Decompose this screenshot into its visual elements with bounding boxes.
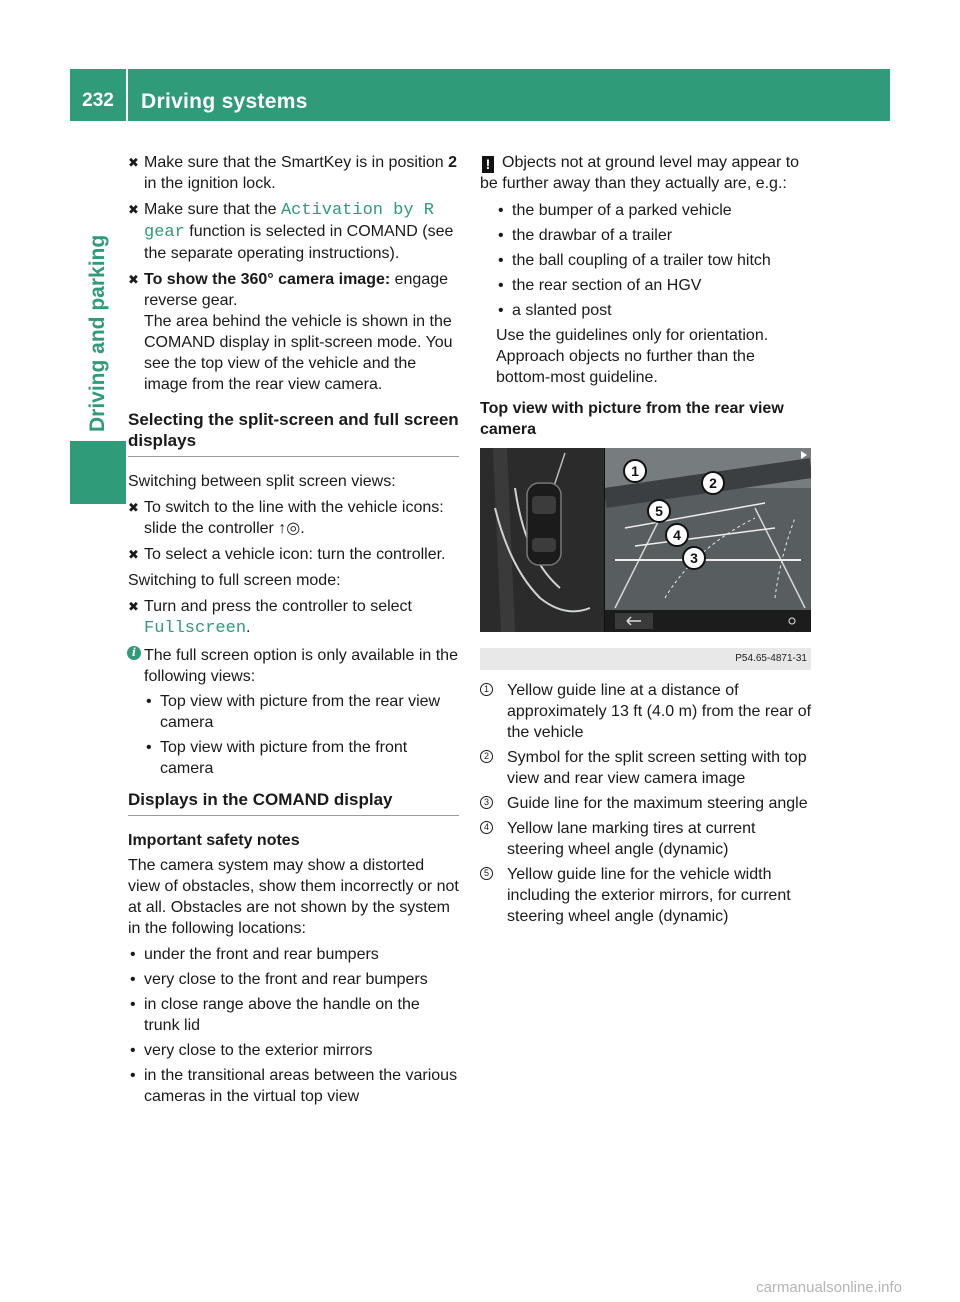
- step-arrow-icon: ✖: [128, 272, 139, 287]
- list-item: • Top view with picture from the front camera: [146, 739, 408, 777]
- side-tab-label-wrap: [86, 234, 109, 432]
- switch-intro: Switching between split screen views:: [128, 473, 396, 490]
- top-view-pane: [480, 448, 604, 632]
- list-item: • in close range above the handle on the trunk lid: [130, 996, 420, 1034]
- settings-icon: [789, 618, 795, 624]
- callout-2: 2: [701, 471, 725, 495]
- left-column: [128, 152, 459, 1111]
- legend-item: 1 Yellow guide line at a distance of approximately 13 ft (4.0 m) from the rear of the vehicle: [480, 680, 812, 743]
- menu-option-fullscreen: Fullscreen: [144, 619, 247, 638]
- legend-item: 5 Yellow guide line for the vehicle width including the exterior mirrors, for current steering wheel angle (dynamic): [480, 864, 812, 927]
- guideline-text: Use the guidelines only for orientation. Approach objects no further than the bottom-most guideline.: [496, 327, 769, 386]
- warning-note: ! Objects not at ground level may appear to be further away than they actually are, e.g.:: [480, 154, 800, 192]
- camera-toolbar: [605, 610, 811, 632]
- callout-3: 3: [682, 546, 706, 570]
- step-arrow-icon: ✖: [128, 155, 139, 170]
- list-item: • the ball coupling of a trailer tow hitch: [498, 252, 771, 269]
- side-tab-label: Driving and parking: [86, 234, 109, 432]
- figure-heading: Top view with picture from the rear view camera: [480, 400, 784, 438]
- watermark: carmanualsonline.info: [756, 1279, 902, 1296]
- list-item: • Top view with picture from the rear view camera: [146, 693, 441, 731]
- legend-item: 4 Yellow lane marking tires at current steering wheel angle (dynamic): [480, 818, 812, 860]
- list-item: • the rear section of an HGV: [498, 277, 702, 294]
- list-item: • in the transitional areas between the various cameras in the virtual top view: [130, 1067, 458, 1105]
- legend-item: 3 Guide line for the maximum steering angle: [480, 793, 812, 814]
- info-note: i The full screen option is only available in the following views:: [128, 645, 459, 687]
- step-arrow-icon: ✖: [128, 599, 139, 614]
- list-item: • very close to the front and rear bumpers: [130, 971, 428, 988]
- header-divider: [126, 69, 128, 121]
- warning-icon: !: [482, 156, 494, 173]
- step-arrow-icon: ✖: [128, 202, 139, 217]
- list-item: • under the front and rear bumpers: [130, 946, 379, 963]
- legend-item: 2 Symbol for the split screen setting with top view and rear view camera image: [480, 747, 812, 789]
- side-tab-marker: [70, 441, 126, 504]
- step-select-icon: ✖ To select a vehicle icon: turn the controller.: [128, 546, 446, 563]
- menu-option-activation: Activation by R gear: [144, 201, 434, 242]
- step-smartkey: ✖ Make sure that the SmartKey is in position 2 in the ignition lock.: [128, 154, 458, 192]
- step-show-camera: ✖ To show the 360° camera image: engage reverse gear. The area behind the vehicle is shown in the COMAND display in split-screen mode. You see the top view of the vehicle and the image from the rear view camera.: [128, 271, 453, 393]
- list-item: • a slanted post: [498, 302, 612, 319]
- callout-5: 5: [647, 499, 671, 523]
- section-title: Driving systems: [141, 90, 308, 113]
- camera-figure: [480, 448, 811, 670]
- top-view-image: [480, 448, 604, 632]
- heading-displays: Displays in the COMAND display: [128, 789, 459, 816]
- step-arrow-icon: ✖: [128, 547, 139, 562]
- list-item: • very close to the exterior mirrors: [130, 1042, 373, 1059]
- callout-4: 4: [665, 523, 689, 547]
- safety-text: The camera system may show a distorted view of obstacles, show them incorrectly or not at all. Obstacles are not shown by the system in the following locations:: [128, 857, 459, 937]
- callout-1: 1: [623, 459, 647, 483]
- full-intro: Switching to full screen mode:: [128, 572, 341, 589]
- figure-code: P54.65-4871-31: [480, 648, 811, 670]
- right-column: [480, 152, 812, 931]
- list-item: • the drawbar of a trailer: [498, 227, 673, 244]
- step-switch-line: ✖ To switch to the line with the vehicle icons: slide the controller ↑◎.: [128, 499, 444, 537]
- subheading-safety: Important safety notes: [128, 832, 300, 849]
- list-item: • the bumper of a parked vehicle: [498, 202, 732, 219]
- heading-split-screen: Selecting the split-screen and full screen displays: [128, 409, 459, 457]
- step-activation: ✖ Make sure that the Activation by R gear function is selected in COMAND (see the separate operating instructions).: [128, 201, 454, 262]
- step-fullscreen: ✖ Turn and press the controller to select Fullscreen.: [128, 598, 412, 638]
- info-icon: i: [127, 646, 141, 660]
- page-number: 232: [82, 90, 114, 111]
- step-arrow-icon: ✖: [128, 500, 139, 515]
